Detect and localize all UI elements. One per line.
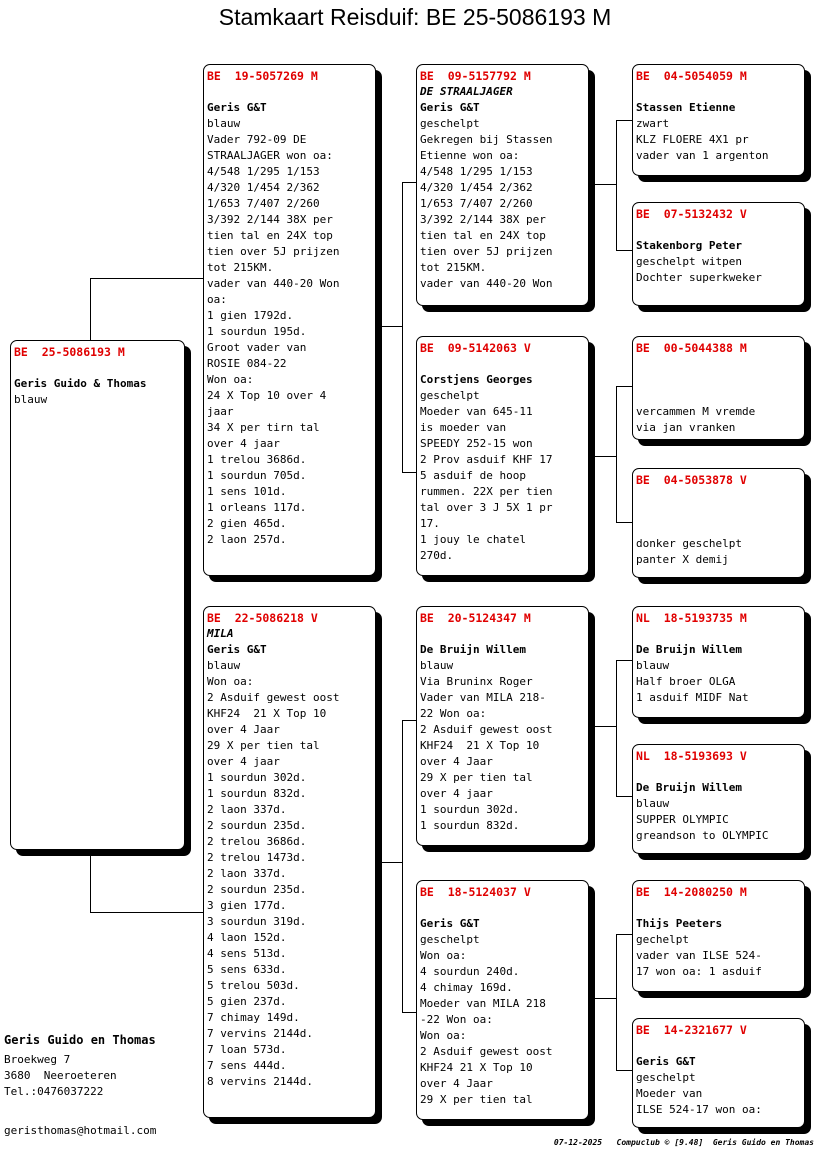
pigeon-note: vader van 1 argenton [636,149,769,162]
blank-line [636,900,801,916]
pigeon-note: 2 trelou 3686d. [207,835,307,848]
pigeon-card-dam-sire [416,606,589,846]
blank-line [636,372,801,388]
pigeon-note: 2 Asduif gewest oost [207,691,340,704]
pigeon-note: 5 trelou 503d. [207,979,300,992]
pigeon-note: 270d. [420,549,454,562]
pigeon-color: geschelpt [420,933,480,946]
pigeon-note: greandson to OLYMPIC [636,829,769,842]
blank-line [14,360,181,376]
pigeon-note: is moeder van [420,421,507,434]
ring-number: BE 09-5157792 M [420,69,531,83]
pigeon-note: 29 X per tien tal [420,771,533,784]
pigeon-card-dsd [632,744,805,854]
pigeon-note: 1 sourdun 832d. [420,819,520,832]
blank-line [636,388,801,404]
breeder-name: Corstjens Georges [420,373,533,386]
connector [402,472,417,473]
pigeon-note: over 4 jaar [207,755,280,768]
pigeon-color: blauw [207,659,241,672]
pigeon-note: over 4 Jaar [420,1077,493,1090]
connector [616,386,617,522]
pigeon-note: Groot vader van [207,341,307,354]
pigeon-note: over 4 jaar [207,437,280,450]
pigeon-note: Half broer OLGA [636,675,736,688]
pigeon-card-main [10,340,185,850]
pigeon-note: 29 X per tien tal [207,739,320,752]
pigeon-note: 2 laon 257d. [207,533,287,546]
breeder-name: Geris G&T [420,101,480,114]
pigeon-note: tien over 5J prijzen [420,245,553,258]
connector [616,796,633,797]
ring-number: BE 00-5044388 M [636,341,747,355]
pigeon-card-dam [203,606,376,1118]
pigeon-card-sss [632,64,805,176]
pigeon-note: KHF24 21 X Top 10 [420,1061,533,1074]
pigeon-color: geschelpt [420,117,480,130]
pigeon-note: 4/320 1/454 2/362 [420,181,533,194]
breeder-name: De Bruijn Willem [420,643,526,656]
connector [90,912,204,913]
pigeon-card-sdd [632,468,805,578]
pigeon-note: 2 trelou 1473d. [207,851,307,864]
connector [616,660,617,796]
pigeon-note: 4/548 1/295 1/153 [420,165,533,178]
pigeon-note: Moeder van 645-11 [420,405,533,418]
ring-number: BE 20-5124347 M [420,611,531,625]
pigeon-color: blauw [14,393,48,406]
pigeon-card-dam-dam [416,880,589,1120]
connector [616,1070,633,1071]
pigeon-note: KLZ FLOERE 4X1 pr [636,133,749,146]
blank-line [636,626,801,642]
pigeon-note: SUPPER OLYMPIC [636,813,729,826]
pigeon-note: 3 sourdun 319d. [207,915,307,928]
pigeon-note: ROSIE 084-22 [207,357,287,370]
owner-email: geristhomas@hotmail.com [4,1124,157,1137]
pigeon-note: 1 sourdun 195d. [207,325,307,338]
pigeon-note: 2 Prov asduif KHF 17 [420,453,553,466]
pigeon-note: vader van ILSE 524- [636,949,762,962]
pigeon-note: 29 X per tien tal [420,1093,533,1106]
pigeon-note: 2 gien 465d. [207,517,287,530]
pigeon-card-sds [632,336,805,440]
pigeon-note: SPEEDY 252-15 won [420,437,533,450]
breeder-name: De Bruijn Willem [636,643,742,656]
pigeon-color: geschelpt [420,389,480,402]
pigeon-note: tien over 5J prijzen [207,245,340,258]
pigeon-note: 1/653 7/407 2/260 [207,197,320,210]
pigeon-note: over 4 Jaar [420,755,493,768]
pigeon-note: 2 Asduif gewest oost [420,1045,553,1058]
pigeon-note: Won oa: [420,1029,467,1042]
breeder-name: Stakenborg Peter [636,239,742,252]
owner-city: 3680 Neeroeteren [4,1069,117,1082]
ring-number: NL 18-5193693 V [636,749,747,763]
connector [589,456,616,457]
connector [402,720,403,1012]
pigeon-note: 1 sourdun 302d. [420,803,520,816]
pigeon-color: blauw [207,117,241,130]
owner-name: Geris Guido en Thomas [4,1033,156,1047]
ring-number: BE 14-2080250 M [636,885,747,899]
pigeon-note: vader van 440-20 Won [420,277,553,290]
pigeon-note: 5 gien 237d. [207,995,287,1008]
pigeon-card-ddd [632,1018,805,1128]
pigeon-note: 2 laon 337d. [207,867,287,880]
pigeon-note: Gekregen bij Stassen [420,133,553,146]
blank-line [636,222,801,238]
pigeon-color: blauw [420,659,454,672]
pigeon-note: Moeder van [636,1087,703,1100]
pigeon-note: 4 sourdun 240d. [420,965,520,978]
connector [376,326,402,327]
pigeon-note: Via Bruninx Roger [420,675,533,688]
pigeon-note: -22 Won oa: [420,1013,493,1026]
pigeon-note: 2 sourdun 235d. [207,883,307,896]
connector [589,184,616,185]
pigeon-card-sire-sire [416,64,589,306]
pigeon-note: Vader 792-09 DE [207,133,307,146]
connector [616,120,617,250]
pigeon-note: 2 sourdun 235d. [207,819,307,832]
pigeon-note: 2 laon 337d. [207,803,287,816]
pigeon-name: DE STRAALJAGER [420,85,513,98]
pigeon-note: tot 215KM. [207,261,274,274]
pigeon-color: gechelpt [636,933,689,946]
pigeon-card-ssd [632,202,805,306]
pigeon-note: over 4 Jaar [207,723,280,736]
blank-line [420,900,585,916]
connector [616,660,633,661]
pigeon-note: 17. [420,517,440,530]
pigeon-note: 1 trelou 3686d. [207,453,307,466]
pigeon-note: tien tal en 24X top [207,229,333,242]
pigeon-note: 8 vervins 2144d. [207,1075,313,1088]
pigeon-note: Won oa: [420,949,467,962]
pigeon-note: 22 Won oa: [420,707,487,720]
breeder-name: Geris G&T [420,917,480,930]
pigeon-note: Moeder van MILA 218 [420,997,546,1010]
pigeon-note: Etienne won oa: [420,149,520,162]
pigeon-color: zwart [636,117,670,130]
breeder-name: Thijs Peeters [636,917,723,930]
pigeon-card-dss [632,606,805,718]
pigeon-color: blauw [636,797,670,810]
pigeon-note: 5 sens 633d. [207,963,287,976]
pigeon-color: blauw [636,659,670,672]
page-title: Stamkaart Reisduif: BE 25-5086193 M [218,4,612,30]
owner-phone: Tel.:0476037222 [4,1085,104,1098]
blank-line [636,764,801,780]
connector [616,522,633,523]
connector [402,1012,417,1013]
pigeon-card-sire [203,64,376,576]
pigeon-note: 7 sens 444d. [207,1059,287,1072]
ring-number: BE 22-5086218 V [207,611,318,625]
breeder-name: Geris G&T [207,101,267,114]
pigeon-note: 1 asduif MIDF Nat [636,691,749,704]
breeder-name: Geris G&T [207,643,267,656]
connector [402,720,417,721]
pigeon-color: geschelpt witpen [636,255,742,268]
pigeon-note: 4 chimay 169d. [420,981,513,994]
blank-line [636,1038,801,1054]
pigeon-note: 3/392 2/144 38X per [207,213,333,226]
pigeon-note: 4/320 1/454 2/362 [207,181,320,194]
pigeon-note: tien tal en 24X top [420,229,546,242]
ring-number: BE 18-5124037 V [420,885,531,899]
pigeon-note: Won oa: [207,373,254,386]
connector [90,278,204,279]
pigeon-note: 4 sens 513d. [207,947,287,960]
pigeon-card-sire-dam [416,336,589,576]
ring-number: BE 07-5132432 V [636,207,747,221]
pigeon-note: 1 orleans 117d. [207,501,307,514]
blank-line [636,520,801,536]
ring-number: BE 14-2321677 V [636,1023,747,1037]
pigeon-note: jaar [207,405,234,418]
owner-block [4,1032,156,1100]
pigeon-note: panter X demij [636,553,729,566]
pigeon-note: rummen. 22X per tien [420,485,553,498]
connector [616,934,617,1070]
pigeon-note: 2 Asduif gewest oost [420,723,553,736]
pigeon-card-dds [632,880,805,992]
footer: 07-12-2025 Compuclub © [9.48] Geris Guido en Thomas [553,1138,814,1147]
pigeon-note: vercammen M vremde [636,405,756,418]
pigeon-note: ILSE 524-17 won oa: [636,1103,762,1116]
pigeon-note: 1 gien 1792d. [207,309,294,322]
blank-line [636,84,801,100]
breeder-name: Geris G&T [636,1055,696,1068]
pigeon-note: 3 gien 177d. [207,899,287,912]
pigeon-note: 7 chimay 149d. [207,1011,300,1024]
ring-number: BE 09-5142063 V [420,341,531,355]
pigeon-note: tal over 3 J 5X 1 pr [420,501,553,514]
connector [616,120,633,121]
connector [402,182,417,183]
breeder-name: Geris Guido & Thomas [14,377,147,390]
connector [616,386,633,387]
pigeon-note: 1 sourdun 302d. [207,771,307,784]
blank-line [207,84,372,100]
ring-number: BE 04-5054059 M [636,69,747,83]
pigeon-note: tot 215KM. [420,261,487,274]
pigeon-name: MILA [207,627,234,640]
pigeon-note: 7 loan 573d. [207,1043,287,1056]
blank-line [636,356,801,372]
pigeon-note: donker geschelpt [636,537,742,550]
blank-line [420,356,585,372]
pigeon-note: 1 sourdun 832d. [207,787,307,800]
breeder-name: De Bruijn Willem [636,781,742,794]
pigeon-note: 1 sourdun 705d. [207,469,307,482]
connector [589,998,616,999]
pigeon-note: 1 sens 101d. [207,485,287,498]
connector [90,278,91,340]
pigeon-note: 4 laon 152d. [207,931,287,944]
pigeon-note: oa: [207,293,227,306]
pigeon-note: Dochter superkweker [636,271,762,284]
ring-number: BE 25-5086193 M [14,345,125,359]
pigeon-note: vader van 440-20 Won [207,277,340,290]
ring-number: NL 18-5193735 M [636,611,747,625]
pigeon-note: 1 jouy le chatel [420,533,526,546]
connector [616,934,633,935]
owner-address: Broekweg 7 [4,1053,71,1066]
blank-line [420,626,585,642]
pigeon-note: KHF24 21 X Top 10 [207,707,327,720]
connector [589,726,616,727]
pigeon-note: 34 X per tirn tal [207,421,320,434]
pigeon-color: geschelpt [636,1071,696,1084]
pigeon-note: 1/653 7/407 2/260 [420,197,533,210]
pigeon-note: Vader van MILA 218- [420,691,546,704]
connector [376,862,402,863]
pigeon-note: 4/548 1/295 1/153 [207,165,320,178]
pigeon-note: Won oa: [207,675,254,688]
ring-number: BE 19-5057269 M [207,69,318,83]
connector [402,182,403,472]
ring-number: BE 04-5053878 V [636,473,747,487]
breeder-name: Stassen Etienne [636,101,736,114]
pigeon-note: 7 vervins 2144d. [207,1027,313,1040]
pigeon-note: 24 X Top 10 over 4 [207,389,327,402]
pigeon-note: via jan vranken [636,421,736,434]
blank-line [636,488,801,504]
pigeon-note: KHF24 21 X Top 10 [420,739,540,752]
connector [616,250,633,251]
pigeon-note: 5 asduif de hoop [420,469,526,482]
pigeon-note: STRAALJAGER won oa: [207,149,333,162]
blank-line [636,504,801,520]
pigeon-note: over 4 jaar [420,787,493,800]
connector [90,850,91,912]
pigeon-note: 3/392 2/144 38X per [420,213,546,226]
pigeon-note: 17 won oa: 1 asduif [636,965,762,978]
